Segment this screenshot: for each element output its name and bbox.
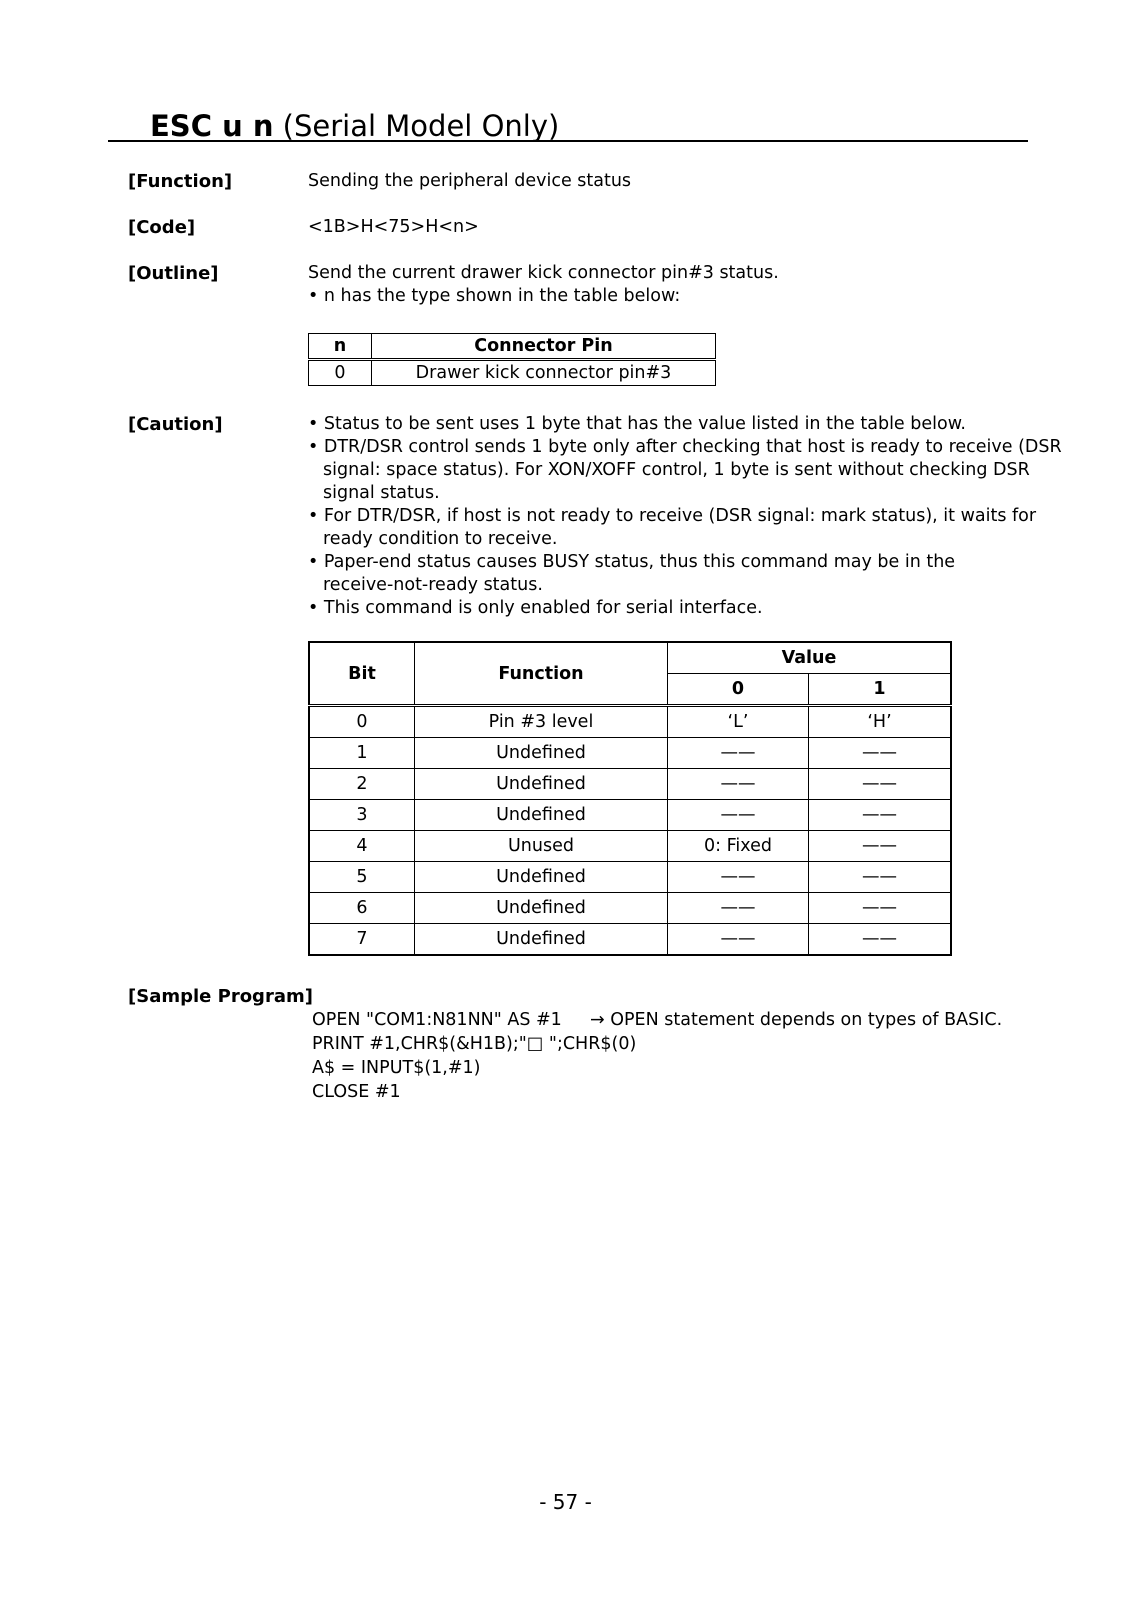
table-row	[309, 360, 716, 386]
title-rule	[108, 140, 1028, 142]
cell-function: Undefined	[415, 738, 668, 769]
cell-value-0: ——	[668, 924, 809, 956]
header-value: Value	[668, 642, 952, 674]
sample-program-label: [Sample Program]	[128, 986, 313, 1007]
cell-value-1: ——	[809, 924, 952, 956]
cell-connector-pin: Drawer kick connector pin#3	[372, 360, 716, 386]
cell-value-1: ——	[809, 800, 952, 831]
code-text: <1B>H<75>H<n>	[308, 217, 479, 237]
cell-value-0: ——	[668, 893, 809, 924]
status-table	[308, 641, 952, 956]
code-label: [Code]	[128, 217, 196, 238]
page-number: - 57 -	[539, 1490, 592, 1514]
cell-function: Unused	[415, 831, 668, 862]
caution-line: • This command is only enabled for serial interface.	[308, 598, 763, 618]
cell-function: Undefined	[415, 924, 668, 956]
cell-bit: 1	[309, 738, 415, 769]
cell-function: Pin #3 level	[415, 706, 668, 738]
cell-value-1: ——	[809, 738, 952, 769]
status-table-body	[309, 706, 951, 956]
function-text: Sending the peripheral device status	[308, 171, 632, 191]
cell-bit: 3	[309, 800, 415, 831]
command-qualifier: (Serial Model Only)	[273, 109, 560, 143]
connector-table-header	[309, 334, 716, 360]
cell-value-0: ——	[668, 862, 809, 893]
function-label: [Function]	[128, 171, 233, 192]
header-value-0: 0	[668, 674, 809, 706]
cell-value-1: ——	[809, 862, 952, 893]
status-table-header	[309, 642, 951, 674]
sample-line: OPEN "COM1:N81NN" AS #1	[312, 1010, 562, 1030]
caution-line: receive-not-ready status.	[323, 575, 543, 595]
header-value-1: 1	[809, 674, 952, 706]
header-bit: Bit	[309, 642, 415, 706]
cell-bit: 5	[309, 862, 415, 893]
cell-value-0: ‘L’	[668, 706, 809, 738]
cell-function: Undefined	[415, 769, 668, 800]
connector-table	[308, 333, 716, 386]
header-function: Function	[415, 642, 668, 706]
table-row	[309, 862, 951, 893]
cell-bit: 6	[309, 893, 415, 924]
cell-function: Undefined	[415, 862, 668, 893]
caution-list	[308, 413, 1062, 620]
outline-label: [Outline]	[128, 263, 219, 284]
caution-line: • For DTR/DSR, if host is not ready to receive (DSR signal: mark status), it waits for	[308, 506, 1037, 526]
table-row	[309, 800, 951, 831]
outline-text: Send the current drawer kick connector pin#3 status.	[308, 263, 779, 283]
outline-bullet: • n has the type shown in the table below:	[308, 286, 681, 306]
cell-function: Undefined	[415, 800, 668, 831]
header-connector-pin: Connector Pin	[372, 334, 716, 360]
caution-line: signal status.	[323, 483, 440, 503]
cell-value-1: ‘H’	[809, 706, 952, 738]
sample-line: A$ = INPUT$(1,#1)	[312, 1058, 481, 1078]
cell-bit: 7	[309, 924, 415, 956]
header-n: n	[309, 334, 372, 360]
page-title	[150, 108, 559, 144]
sample-note: → OPEN statement depends on types of BASIC.	[590, 1010, 1003, 1030]
cell-function: Undefined	[415, 893, 668, 924]
caution-line: • Status to be sent uses 1 byte that has the value listed in the table below.	[308, 414, 966, 434]
caution-line: signal: space status). For XON/XOFF control, 1 byte is sent without checking DSR	[323, 460, 1030, 480]
caution-line: ready condition to receive.	[323, 529, 558, 549]
caution-line: • Paper-end status causes BUSY status, thus this command may be in the	[308, 552, 956, 572]
cell-value-1: ——	[809, 893, 952, 924]
cell-value-1: ——	[809, 831, 952, 862]
caution-label: [Caution]	[128, 414, 223, 435]
sample-line: PRINT #1,CHR$(&H1B);"□ ";CHR$(0)	[312, 1034, 637, 1054]
table-row	[309, 738, 951, 769]
cell-bit: 2	[309, 769, 415, 800]
table-row	[309, 831, 951, 862]
command-name: ESC u n	[150, 109, 274, 143]
cell-n: 0	[309, 360, 372, 386]
cell-bit: 4	[309, 831, 415, 862]
cell-value-0: ——	[668, 800, 809, 831]
cell-value-1: ——	[809, 769, 952, 800]
table-row	[309, 893, 951, 924]
caution-line: • DTR/DSR control sends 1 byte only after checking that host is ready to receive (DSR	[308, 437, 1062, 457]
table-row	[309, 769, 951, 800]
table-row	[309, 706, 951, 738]
table-row	[309, 924, 951, 956]
cell-value-0: 0: Fixed	[668, 831, 809, 862]
cell-value-0: ——	[668, 738, 809, 769]
sample-line: CLOSE #1	[312, 1082, 401, 1102]
cell-bit: 0	[309, 706, 415, 738]
cell-value-0: ——	[668, 769, 809, 800]
